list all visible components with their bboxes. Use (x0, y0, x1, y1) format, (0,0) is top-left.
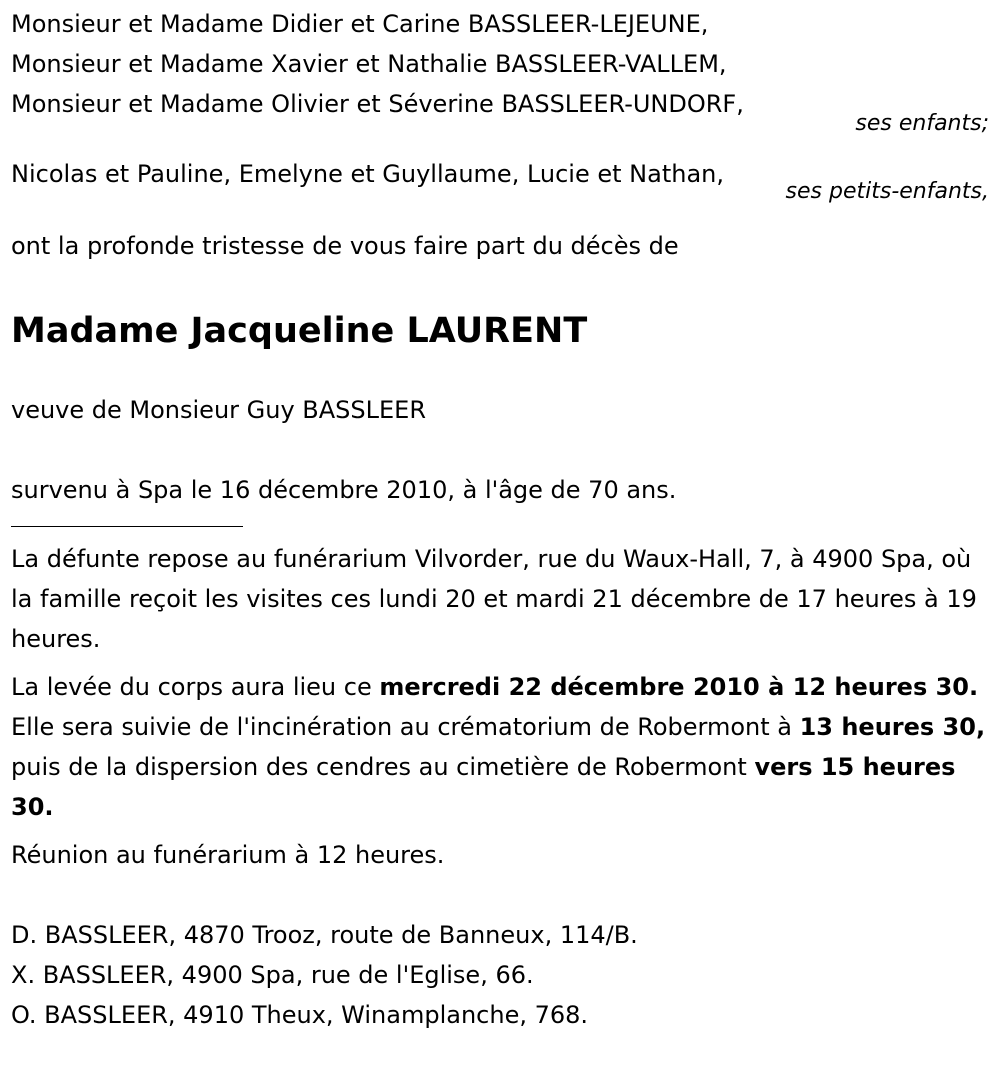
meeting-text: Réunion au funérarium à 12 heures. (11, 841, 445, 869)
children-block (11, 4, 989, 136)
child-couple-2: Monsieur et Madame Xavier et Nathalie BASSLEER-VALLEM, (11, 50, 727, 78)
spacer (11, 136, 989, 154)
death-info-text: survenu à Spa le 16 décembre 2010, à l'âge de 70 ans. (11, 476, 677, 504)
addresses-block (11, 915, 989, 1035)
child-couple-1: Monsieur et Madame Didier et Carine BASSLEER-LEJEUNE, (11, 10, 709, 38)
obituary-notice (11, 4, 989, 1035)
dispersion-time-bold: vers 15 heures 30. (11, 753, 956, 821)
announcement-text: ont la profonde tristesse de vous faire part du décès de (11, 232, 679, 260)
ceremony-text-1: La levée du corps aura lieu ce (11, 673, 380, 701)
spacer (11, 204, 989, 226)
child-couple-3: Monsieur et Madame Olivier et Séverine BASSLEER-UNDORF, (11, 90, 744, 118)
widow-of-text: veuve de Monsieur Guy BASSLEER (11, 396, 427, 424)
cremation-time-bold: 13 heures 30, (799, 713, 986, 741)
grandchildren-block (11, 154, 989, 204)
ceremony-paragraph (11, 667, 989, 827)
address-line-2: X. BASSLEER, 4900 Spa, rue de l'Eglise, 66. (11, 961, 534, 989)
ceremony-text-3: puis de la dispersion des cendres au cimetière de Robermont (11, 753, 755, 781)
ceremony-text-2: Elle sera suivie de l'incinération au crématorium de Robermont à (11, 713, 800, 741)
grandchildren-role-label: ses petits-enfants, (785, 179, 989, 204)
address-line-1: D. BASSLEER, 4870 Trooz, route de Banneux, 114/B. (11, 921, 638, 949)
grandchildren-names: Nicolas et Pauline, Emelyne et Guyllaume, Lucie et Nathan, (11, 160, 725, 188)
divider-line (11, 526, 243, 527)
spacer (11, 875, 989, 915)
ceremony-date-bold: mercredi 22 décembre 2010 à 12 heures 30. (379, 673, 979, 701)
deceased-name: Madame Jacqueline LAURENT (11, 311, 588, 351)
spacer (11, 430, 989, 470)
repose-paragraph: La défunte repose au funérarium Vilvorder, rue du Waux-Hall, 7, à 4900 Spa, où la famille reçoit les visites ces lundi 20 et mardi 21 décembre de 17 heures à 19 heures. (11, 545, 977, 653)
children-role-label: ses enfants; (855, 111, 989, 136)
address-line-3: O. BASSLEER, 4910 Theux, Winamplanche, 768. (11, 1001, 589, 1029)
